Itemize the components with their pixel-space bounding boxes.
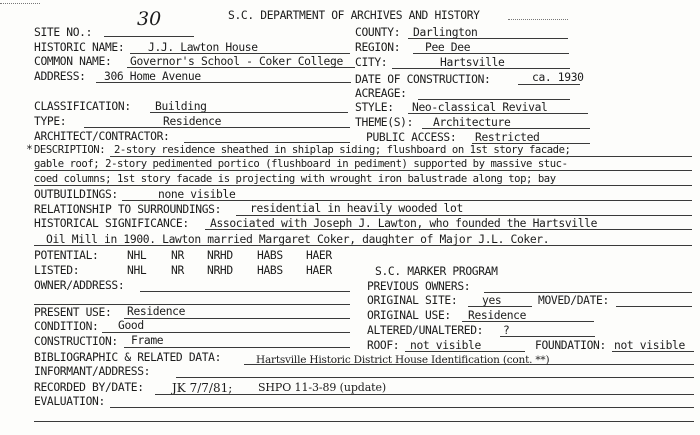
outbuildings-line: [122, 200, 692, 201]
construction-line: [124, 347, 350, 348]
present-use-label: PRESENT USE:: [34, 306, 112, 319]
original-site-value: yes: [482, 294, 502, 307]
address-line: [96, 82, 351, 83]
evaluation-line: [110, 407, 694, 408]
altered-line: [500, 336, 595, 337]
informant-line: [176, 377, 694, 378]
date-of-construction-value: ca. 1930: [532, 71, 584, 84]
listed-haer: HAER: [306, 264, 332, 277]
informant-label: INFORMANT/ADDRESS:: [34, 365, 151, 378]
condition-line: [102, 332, 350, 333]
date-line: [518, 84, 580, 85]
potential-nrhd: NRHD: [207, 249, 233, 262]
bibliographic-label: BIBLIOGRAPHIC & RELATED DATA:: [34, 351, 222, 364]
historical-significance-line-1: Associated with Joseph J. Lawton, who founded the Hartsville: [210, 217, 598, 230]
architect-line: [184, 142, 350, 143]
historic-name-line: [130, 53, 350, 54]
description-asterisk: *: [26, 143, 33, 156]
relationship-value: residential in heavily wooded lot: [250, 202, 463, 215]
listed-nrhd: NRHD: [207, 264, 233, 277]
description-rule-1: [110, 156, 692, 157]
altered-label: ALTERED/UNALTERED:: [367, 324, 484, 337]
description-line-3: coed columns; 1st story facade is projecting with wrought iron balustrade along top; bay: [34, 173, 556, 185]
construction-value: Frame: [131, 334, 164, 347]
common-name-label: COMMON NAME:: [34, 55, 112, 68]
potential-habs: HABS: [257, 249, 283, 262]
county-value: Darlington: [413, 26, 478, 39]
themes-value: Architecture: [433, 116, 511, 129]
original-use-label: ORIGINAL USE:: [367, 309, 451, 322]
form-title: S.C. DEPARTMENT OF ARCHIVES AND HISTORY: [228, 9, 480, 22]
site-no-value: 30: [137, 8, 162, 30]
roof-label: ROOF:: [367, 339, 400, 352]
acreage-label: ACREAGE:: [355, 87, 407, 100]
foundation-label: FOUNDATION:: [535, 339, 606, 352]
address-label: ADDRESS:: [34, 70, 86, 83]
historic-name-value: J.J. Lawton House: [148, 41, 258, 54]
style-value: Neo-classical Revival: [412, 101, 548, 114]
altered-value: ?: [503, 324, 510, 337]
common-name-line: [127, 67, 355, 68]
recorded-update-note: SHPO 11-3-89 (update): [258, 381, 387, 394]
original-site-line: [468, 306, 532, 307]
header-dotted-rule: [508, 19, 568, 20]
previous-owners-label: PREVIOUS OWNERS:: [367, 280, 471, 293]
recorded-by-label: RECORDED BY/DATE:: [34, 381, 144, 394]
city-value: Hartsville: [440, 56, 505, 69]
listed-nr: NR: [171, 264, 184, 277]
site-no-line: [104, 36, 194, 37]
owner-line: [140, 291, 350, 292]
relationship-line: [236, 215, 692, 216]
potential-haer: HAER: [306, 249, 332, 262]
style-label: STYLE:: [355, 101, 394, 114]
public-access-label: PUBLIC ACCESS:: [366, 131, 457, 144]
description-line-1: 2-story residence sheathed in shiplap siding; flushboard on 1st story facade;: [114, 144, 571, 156]
architect-label: ARCHITECT/CONTRACTOR:: [34, 130, 170, 143]
significance-rule-1: [205, 229, 692, 230]
historical-significance-line-2: Oil Mill in 1900. Lawton married Margaret Coker, daughter of Major J.L. Coker.: [46, 233, 550, 246]
historic-name-label: HISTORIC NAME:: [34, 41, 125, 54]
city-line: [392, 68, 570, 69]
city-label: CITY:: [355, 56, 388, 69]
roof-value: not visible: [410, 339, 481, 352]
foundation-line: [612, 351, 694, 352]
listed-habs: HABS: [257, 264, 283, 277]
region-label: REGION:: [355, 41, 401, 54]
public-access-value: Restricted: [475, 131, 540, 144]
type-line: [84, 127, 350, 128]
potential-nhl: NHL: [127, 249, 147, 262]
region-line: [413, 53, 569, 54]
listed-nhl: NHL: [127, 264, 147, 277]
listed-label: LISTED:: [34, 264, 80, 277]
moved-date-line: [616, 306, 692, 307]
condition-label: CONDITION:: [34, 320, 99, 333]
classification-label: CLASSIFICATION:: [34, 100, 131, 113]
bibliographic-line: [244, 364, 694, 365]
description-rule-2: [34, 170, 692, 171]
evaluation-line-2: [34, 421, 694, 422]
significance-rule-2: [34, 245, 692, 246]
historical-significance-label: HISTORICAL SIGNIFICANCE:: [34, 217, 189, 230]
present-use-line: [124, 318, 350, 319]
county-label: COUNTY:: [355, 26, 401, 39]
original-use-value: Residence: [468, 309, 527, 322]
classification-value: Building: [155, 100, 207, 113]
original-use-line: [462, 321, 594, 322]
evaluation-label: EVALUATION:: [34, 395, 105, 408]
scan-edge-mark: [0, 3, 40, 4]
construction-label: CONSTRUCTION:: [34, 335, 118, 348]
moved-date-label: MOVED/DATE:: [538, 294, 609, 307]
owner-address-label: OWNER/ADDRESS:: [34, 279, 125, 292]
present-use-value: Residence: [127, 305, 186, 318]
description-label: DESCRIPTION:: [34, 144, 106, 156]
original-site-label: ORIGINAL SITE:: [367, 294, 458, 307]
previous-owners-line: [484, 292, 692, 293]
outbuildings-label: OUTBUILDINGS:: [34, 188, 118, 201]
roof-line: [405, 351, 525, 352]
bibliographic-value: Hartsville Historic District House Identification (cont. **): [256, 354, 550, 366]
type-value: Residence: [163, 115, 222, 128]
themes-label: THEME(S):: [355, 116, 414, 129]
themes-line: [422, 128, 590, 129]
type-label: TYPE:: [34, 115, 67, 128]
common-name-value: Governor's School - Coker College: [130, 55, 343, 68]
county-line: [408, 38, 568, 39]
relationship-label: RELATIONSHIP TO SURROUNDINGS:: [34, 203, 222, 216]
marker-program-title: S.C. MARKER PROGRAM: [375, 265, 498, 278]
outbuildings-value: none visible: [158, 188, 236, 201]
owner-line-2: [34, 304, 350, 305]
description-rule-3: [34, 185, 692, 186]
date-of-construction-label: DATE OF CONSTRUCTION:: [355, 73, 491, 86]
region-value: Pee Dee: [425, 41, 471, 54]
condition-value: Good: [118, 319, 144, 332]
foundation-value: not visible: [614, 339, 685, 352]
classification-line: [150, 112, 348, 113]
site-no-label: SITE NO.:: [34, 26, 93, 39]
recorded-line: [155, 394, 694, 395]
style-line: [408, 113, 588, 114]
potential-label: POTENTIAL:: [34, 249, 99, 262]
description-line-2: gable roof; 2-story pedimented portico (flushboard in pediment) supported by massive stuc-: [34, 158, 568, 170]
acreage-line: [418, 99, 570, 100]
potential-nr: NR: [171, 249, 184, 262]
recorded-by-value: JK 7/7/81;: [172, 381, 233, 395]
address-value: 306 Home Avenue: [104, 70, 201, 83]
